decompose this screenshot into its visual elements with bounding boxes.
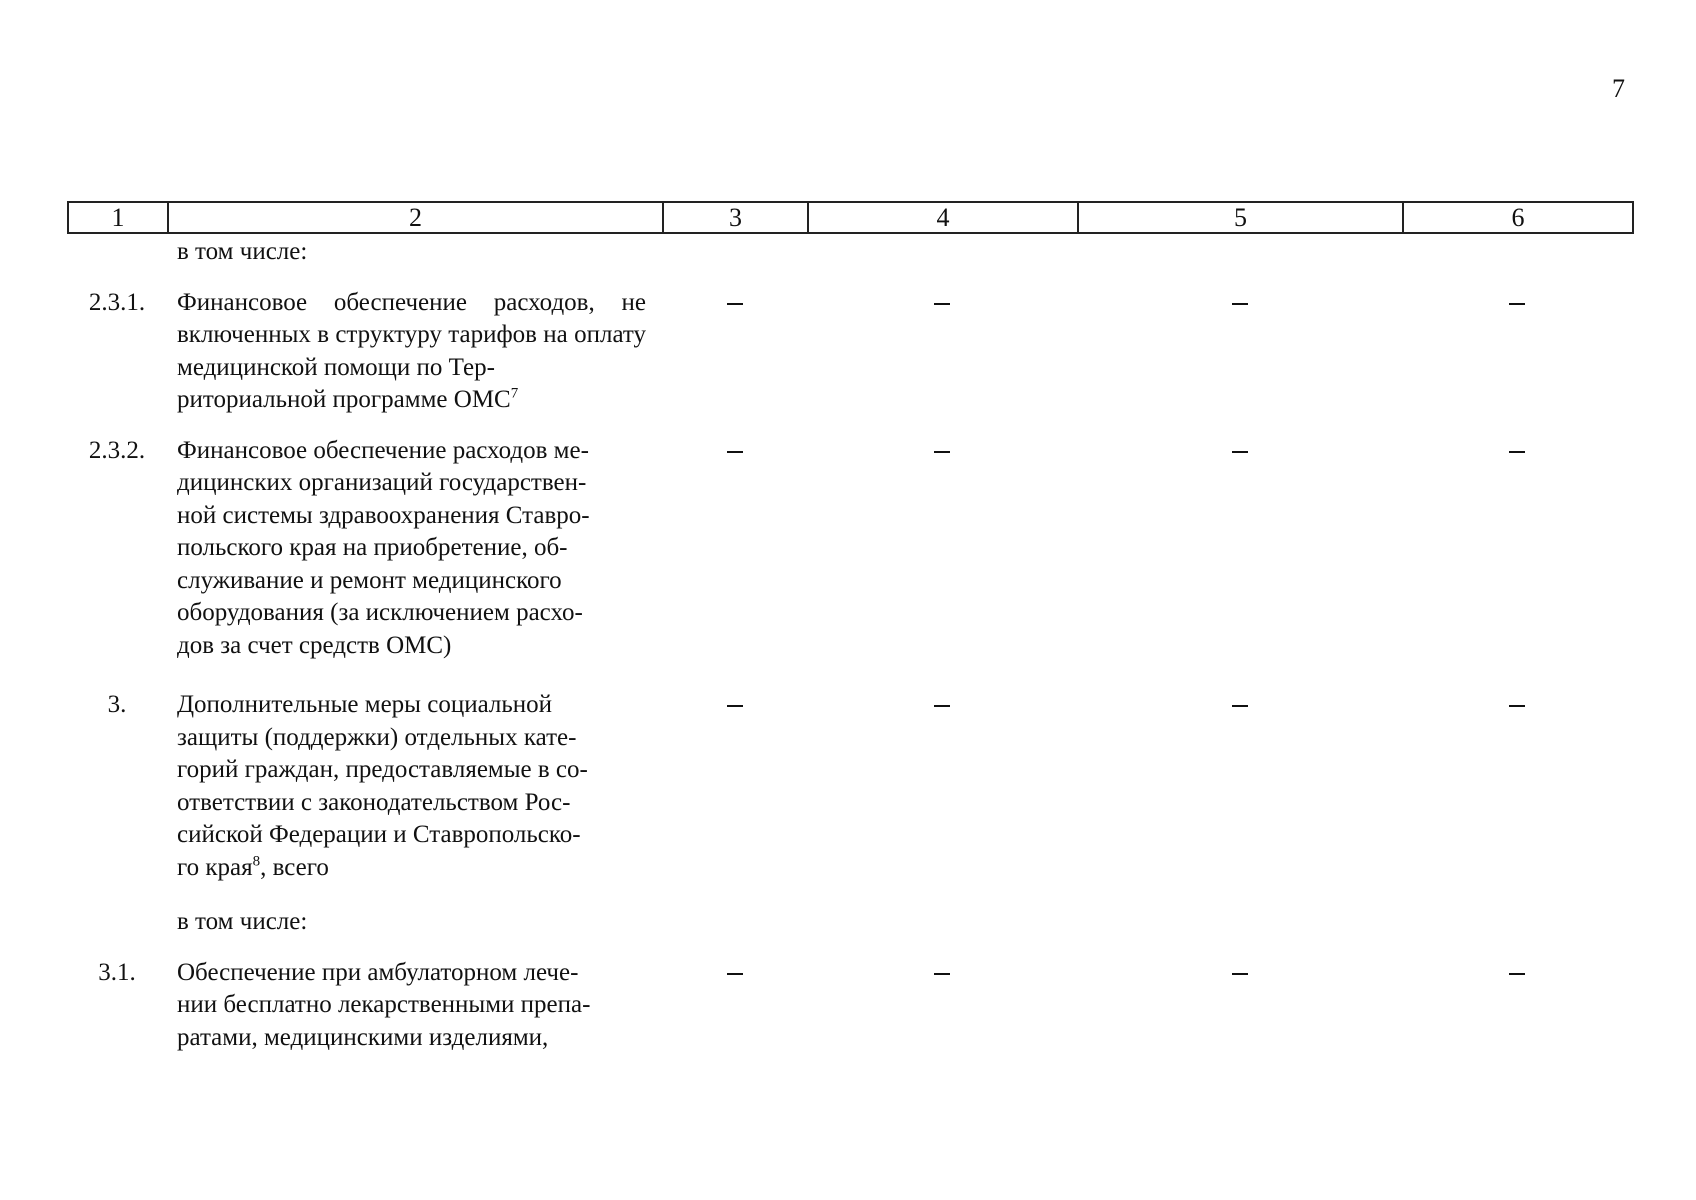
row-text-line: ответствии с законодательством Рос- — [177, 788, 571, 816]
table-row — [67, 287, 1632, 417]
value-col-5 — [1077, 957, 1402, 1055]
dash-mark — [1232, 303, 1248, 305]
value-col-3 — [662, 957, 807, 1055]
dash-mark — [934, 451, 950, 453]
value-col-3 — [662, 906, 807, 939]
row-number: 3.1. — [98, 958, 136, 986]
table-row — [67, 435, 1632, 663]
value-col-4 — [807, 689, 1077, 884]
value-col-4 — [807, 957, 1077, 1055]
dash-mark — [934, 973, 950, 975]
dash-mark — [727, 973, 743, 975]
value-col-4 — [807, 906, 1077, 939]
dash-mark — [934, 705, 950, 707]
row-text-line: дицинских организаций государствен- — [177, 469, 587, 496]
row-description — [167, 236, 662, 269]
row-number: 2.3.2. — [88, 436, 146, 464]
dash-mark — [934, 303, 950, 305]
row-text-line: горий граждан, предоставляемые в со- — [177, 756, 588, 783]
value-col-6 — [1402, 287, 1632, 417]
dash-mark — [1232, 705, 1248, 707]
row-description — [167, 689, 662, 884]
dash-mark — [1232, 451, 1248, 453]
value-col-5 — [1077, 435, 1402, 663]
row-text-line: в том числе: — [177, 238, 308, 265]
row-text-line: в том числе: — [177, 908, 308, 935]
dash-mark — [1509, 303, 1525, 305]
row-text-tail: , всего — [260, 853, 329, 881]
dash-mark — [1232, 973, 1248, 975]
footnote-ref: 8 — [252, 853, 261, 870]
row-text-line: риториальной программе ОМС — [177, 386, 511, 413]
dash-mark — [1509, 451, 1525, 453]
table-row — [67, 957, 1632, 1055]
row-text-line: защиты (поддержки) отдельных кате- — [177, 723, 577, 751]
row-text-line: дов за счет средств ОМС) — [177, 631, 452, 659]
row-text-line: Обеспечение при амбулаторном лече- — [177, 958, 579, 986]
row-description — [167, 287, 662, 417]
row-text-line: ратами, медицинскими изделиями, — [177, 1023, 549, 1051]
row-description — [167, 957, 662, 1055]
row-text-line: сийской Федерации и Ставропольско- — [177, 821, 581, 848]
row-description — [167, 435, 662, 663]
row-text-line: Дополнительные меры социальной — [177, 691, 553, 718]
row-description — [167, 906, 662, 939]
row-text-line: оплату медицинской помощи по Тер- — [177, 321, 646, 381]
table-row — [67, 906, 1632, 939]
page-number: 7 — [1612, 74, 1625, 103]
value-col-5 — [1077, 689, 1402, 884]
column-header-4: 4 — [808, 202, 1078, 233]
value-col-4 — [807, 236, 1077, 269]
value-col-6 — [1402, 957, 1632, 1055]
row-text-line: польского края на приобретение, об- — [177, 534, 568, 561]
value-col-5 — [1077, 906, 1402, 939]
row-text-line: Финансовое обеспечение расходов ме- — [177, 436, 589, 464]
value-col-4 — [807, 287, 1077, 417]
value-col-5 — [1077, 236, 1402, 269]
value-col-3 — [662, 287, 807, 417]
row-number — [67, 236, 167, 269]
column-header-row — [68, 202, 1633, 233]
value-col-3 — [662, 689, 807, 884]
row-text-line: нии бесплатно лекарственными препа- — [177, 991, 591, 1018]
value-col-4 — [807, 435, 1077, 663]
column-header-1: 1 — [68, 202, 168, 233]
dash-mark — [727, 303, 743, 305]
row-number: 3. — [107, 691, 127, 718]
table-body — [67, 236, 1632, 1054]
row-text-line: включенных в структуру тарифов на — [177, 321, 568, 348]
column-header-6: 6 — [1403, 202, 1633, 233]
footnote-ref: 7 — [510, 385, 519, 402]
dash-mark — [1509, 705, 1525, 707]
value-col-6 — [1402, 435, 1632, 663]
column-header-table — [67, 201, 1634, 234]
row-text-line: оборудования (за исключением расхо- — [177, 599, 583, 626]
column-header-3: 3 — [663, 202, 808, 233]
table-row — [67, 236, 1632, 269]
value-col-3 — [662, 435, 807, 663]
value-col-3 — [662, 236, 807, 269]
column-header-2: 2 — [168, 202, 663, 233]
value-col-6 — [1402, 906, 1632, 939]
dash-mark — [727, 705, 743, 707]
dash-mark — [1509, 973, 1525, 975]
table-row — [67, 689, 1632, 884]
row-text-line: ной системы здравоохранения Ставро- — [177, 501, 590, 529]
value-col-6 — [1402, 689, 1632, 884]
row-text-line: служивание и ремонт медицинского — [177, 566, 562, 594]
row-number — [67, 906, 167, 939]
row-text-line: Финансовое обеспечение расходов, не — [177, 288, 646, 316]
row-number: 2.3.1. — [88, 288, 146, 316]
value-col-5 — [1077, 287, 1402, 417]
column-header-5: 5 — [1078, 202, 1403, 233]
row-text-line: го края — [177, 853, 253, 881]
dash-mark — [727, 451, 743, 453]
value-col-6 — [1402, 236, 1632, 269]
